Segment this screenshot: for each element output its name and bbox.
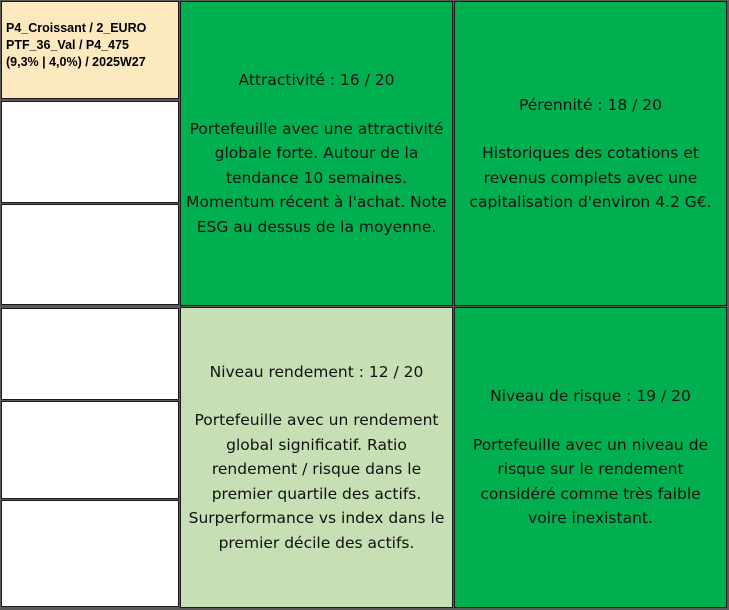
empty-cell-1 (1, 101, 179, 203)
rendement-card (180, 307, 453, 608)
risque-title: Niveau de risque : 19 / 20 (490, 387, 691, 406)
portfolio-header-cell (1, 1, 179, 99)
attractivite-title: Attractivité : 16 / 20 (238, 71, 395, 89)
portfolio-header-line-3: (9,3% | 4,0%) / 2025W27 (6, 55, 146, 69)
empty-cell-4 (1, 401, 179, 499)
risque-description: Portefeuille avec un niveau de risque sur le rendement considéré comme très faible voire inexistant. (472, 435, 709, 528)
empty-cell-5 (1, 500, 179, 607)
perennite-card (454, 1, 727, 306)
portfolio-header-line-2: PTF_36_Val / P4_475 (6, 38, 130, 52)
portfolio-header-line-1: P4_Croissant / 2_EURO (6, 21, 147, 35)
rendement-description: Portefeuille avec un rendement global significatif. Ratio rendement / risque dans le premier quartile des actifs. Surperformance vs index dans le premier décile des actifs. (188, 411, 445, 552)
attractivite-card (180, 1, 453, 306)
attractivite-description: Portefeuille avec une attractivité globale forte. Autour de la tendance 10 semaines. Momentum récent à l'achat. Note ESG au dessus de la moyenne. (186, 119, 447, 236)
empty-cell-3 (1, 308, 179, 400)
rendement-title: Niveau rendement : 12 / 20 (209, 362, 424, 381)
perennite-description: Historiques des cotations et revenus complets avec une capitalisation d'environ 4.2 G€. (469, 144, 712, 211)
perennite-title: Pérennité : 18 / 20 (518, 95, 663, 114)
empty-cell-2 (1, 204, 179, 305)
risque-card (454, 307, 727, 608)
